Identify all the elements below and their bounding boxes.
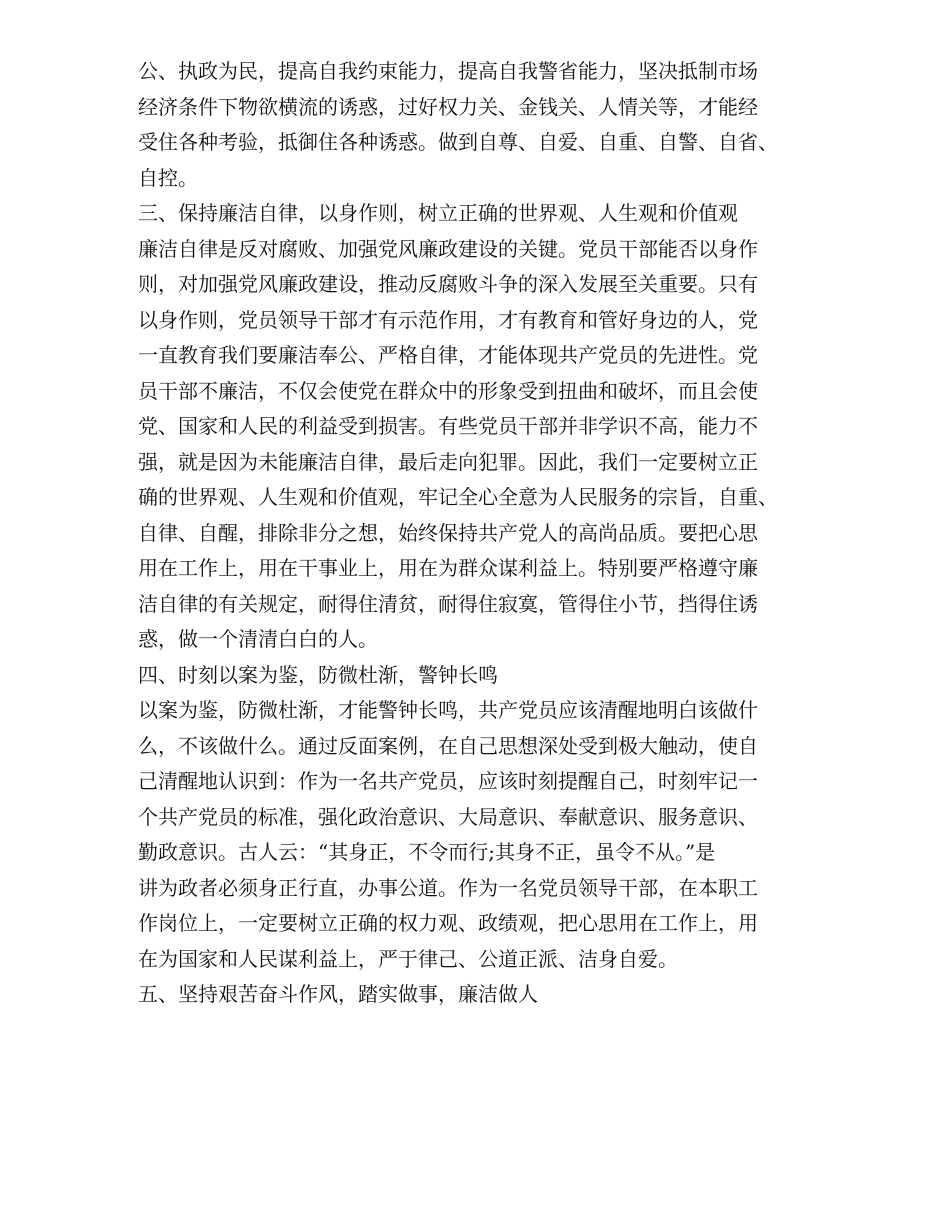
paragraph-line: 用在工作上，用在干事业上，用在为群众谋利益上。特别要严格遵守廉 xyxy=(138,556,758,580)
paragraph-line: 经济条件下物欲横流的诱惑，过好权力关、金钱关、人情关等，才能经 xyxy=(138,94,758,119)
paragraph-line: 己清醒地认识到：作为一名共产党员，应该时刻提醒自己，时刻牢记一 xyxy=(138,769,758,793)
document-page xyxy=(138,54,838,1013)
paragraph-line: 廉洁自律是反对腐败、加强党风廉政建设的关键。党员干部能否以身作 xyxy=(138,236,758,261)
paragraph-line: 确的世界观、人生观和价值观，牢记全心全意为人民服务的宗旨，自重、 xyxy=(138,485,778,509)
paragraph-line: 惑，做一个清清白白的人。 xyxy=(138,627,378,651)
paragraph-line: 以身作则，党员领导干部才有示范作用，才有教育和管好身边的人，党 xyxy=(138,307,758,332)
paragraph-line: 公、执政为民，提高自我约束能力，提高自我警省能力，坚决抵制市场 xyxy=(138,59,758,83)
paragraph-line: 勤政意识。古人云：“其身正，不令而行;其身不正，虽令不从。”是 xyxy=(138,840,716,864)
paragraph-line: 在为国家和人民谋利益上，严于律己、公道正派、洁身自爱。 xyxy=(138,946,678,971)
paragraph-line: 员干部不廉洁，不仅会使党在群众中的形象受到扭曲和破坏，而且会使 xyxy=(138,378,758,403)
paragraph-line: 受住各种考验，抵御住各种诱惑。做到自尊、自爱、自重、自警、自省、 xyxy=(138,130,778,154)
paragraph-line: 以案为鉴，防微杜渐，才能警钟长鸣，共产党员应该清醒地明白该做什 xyxy=(138,698,758,722)
paragraph-line: 自控。 xyxy=(138,165,198,190)
paragraph-line: 党、国家和人民的利益受到损害。有些党员干部并非学识不高，能力不 xyxy=(138,414,758,438)
paragraph-line: 强，就是因为未能廉洁自律，最后走向犯罪。因此，我们一定要树立正 xyxy=(138,449,758,474)
paragraph-line: 洁自律的有关规定，耐得住清贫，耐得住寂寞，管得住小节，挡得住诱 xyxy=(138,591,758,616)
paragraph-line: 一直教育我们要廉洁奉公、严格自律，才能体现共产党员的先进性。党 xyxy=(138,343,758,367)
paragraph-line: 讲为政者必须身正行直，办事公道。作为一名党员领导干部，在本职工 xyxy=(138,875,758,900)
section-heading-4: 四、时刻以案为鉴，防微杜渐，警钟长鸣 xyxy=(138,662,498,687)
paragraph-line: 则，对加强党风廉政建设，推动反腐败斗争的深入发展至关重要。只有 xyxy=(138,272,758,296)
paragraph-line: 作岗位上，一定要树立正确的权力观、政绩观，把心思用在工作上，用 xyxy=(138,911,758,935)
section-heading-3: 三、保持廉洁自律，以身作则，树立正确的世界观、人生观和价值观 xyxy=(138,201,738,225)
paragraph-line: 么，不该做什么。通过反面案例，在自己思想深处受到极大触动，使自 xyxy=(138,733,758,758)
paragraph-line: 个共产党员的标准，强化政治意识、大局意识、奉献意识、服务意识、 xyxy=(138,804,758,829)
paragraph-line: 自律、自醒，排除非分之想，始终保持共产党人的高尚品质。要把心思 xyxy=(138,520,758,545)
section-heading-5: 五、坚持艰苦奋斗作风，踏实做事，廉洁做人 xyxy=(138,982,538,1006)
